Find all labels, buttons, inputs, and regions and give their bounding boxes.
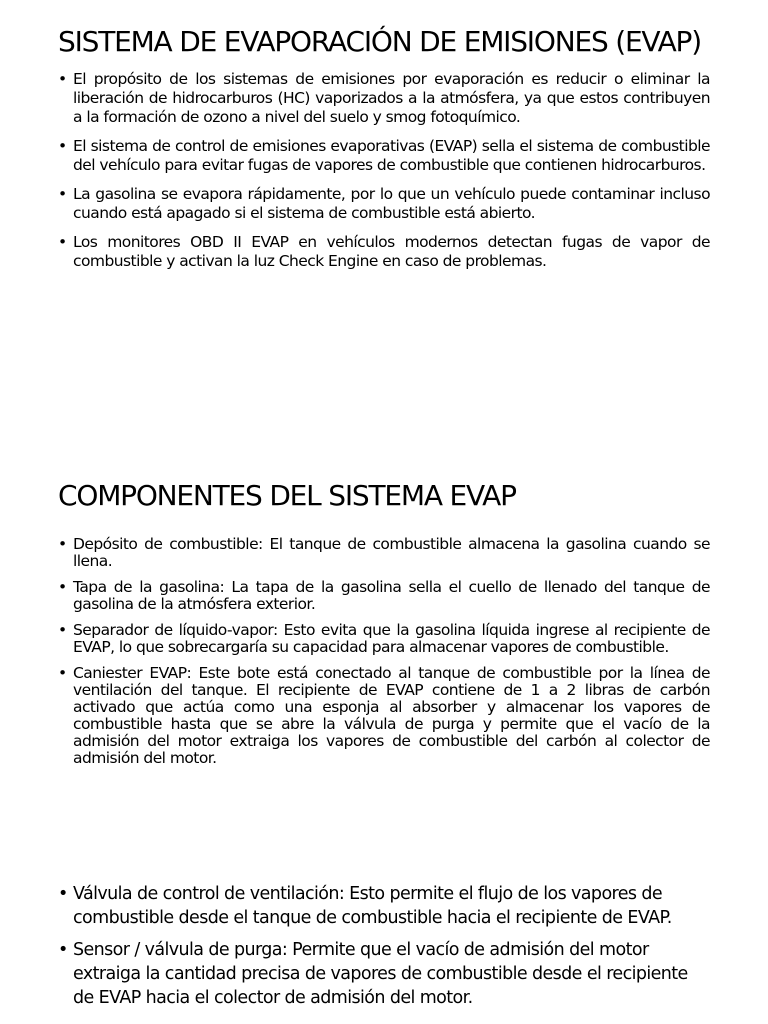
slide-evap-components: [0, 478, 768, 776]
bullet-icon: •: [58, 233, 67, 251]
bullet-text: Depósito de combustible: El tanque de combustible almacena la gasolina cuando se llena.: [73, 535, 710, 570]
list-item: [58, 70, 710, 127]
list-item: [58, 137, 710, 175]
bullet-text: Los monitores OBD II EVAP en vehículos modernos detectan fugas de vapor de combustible y activan la luz Check Engine en caso de problemas.: [73, 233, 710, 270]
slide-title: SISTEMA DE EVAPORACIÓN DE EMISIONES (EVAP): [58, 25, 701, 58]
bullet-text: Válvula de control de ventilación: Esto permite el flujo de los vapores de combustible desde el tanque de combustible hacia el recipiente de EVAP.: [73, 884, 672, 928]
bullet-list: [58, 70, 710, 271]
bullet-icon: •: [58, 664, 67, 682]
slide-title: COMPONENTES DEL SISTEMA EVAP: [58, 479, 516, 512]
list-item: [58, 622, 710, 656]
bullet-text: El sistema de control de emisiones evaporativas (EVAP) sella el sistema de combustible del vehículo para evitar fugas de vapores de combustible que contienen hidrocarburos.: [73, 137, 710, 174]
bullet-list: [58, 882, 710, 1010]
list-item: [58, 938, 710, 1010]
list-item: [58, 185, 710, 223]
bullet-text: Separador de líquido-vapor: Esto evita que la gasolina líquida ingrese al recipiente de EVAP, lo que sobrecargaría su capacidad para almacenar vapores de combustible.: [73, 621, 710, 656]
bullet-icon: •: [58, 185, 67, 203]
list-item: [58, 233, 710, 271]
bullet-icon: •: [58, 940, 68, 960]
bullet-text: La gasolina se evapora rápidamente, por lo que un vehículo puede contaminar incluso cuando está apagado si el sistema de combustible está abierto.: [73, 185, 710, 222]
bullet-text: Tapa de la gasolina: La tapa de la gasolina sella el cuello de llenado del tanque de gasolina de la atmósfera exterior.: [73, 578, 710, 613]
bullet-icon: •: [58, 70, 67, 88]
bullet-list: [58, 536, 710, 767]
slide-evap-intro: [0, 24, 768, 281]
list-item: [58, 665, 710, 767]
bullet-text: Sensor / válvula de purga: Permite que el vacío de admisión del motor extraiga la cantidad precisa de vapores de combustible desde el recipiente de EVAP hacia el colector de admisión del motor.: [73, 940, 688, 1008]
bullet-icon: •: [58, 578, 67, 596]
bullet-icon: •: [58, 535, 67, 553]
list-item: [58, 882, 710, 930]
slide-evap-components-continued: [0, 882, 768, 1018]
bullet-icon: •: [58, 884, 68, 904]
list-item: [58, 579, 710, 613]
list-item: [58, 536, 710, 570]
bullet-icon: •: [58, 137, 67, 155]
bullet-text: El propósito de los sistemas de emisiones por evaporación es reducir o eliminar la liberación de hidrocarburos (HC) vaporizados a la atmósfera, ya que estos contribuyen a la formación de ozono a nivel del suelo y smog fotoquímico.: [73, 70, 710, 126]
bullet-icon: •: [58, 621, 67, 639]
bullet-text: Caniester EVAP: Este bote está conectado al tanque de combustible por la línea de ventilación del tanque. El recipiente de EVAP contiene de 1 a 2 libras de carbón activado que actúa como una esponja al absorber y almacenar los vapores de combustible hasta que se abre la válvula de purga y permite que el vacío de la admisión del motor extraiga los vapores de combustible del carbón al colector de admisión del motor.: [73, 664, 710, 767]
